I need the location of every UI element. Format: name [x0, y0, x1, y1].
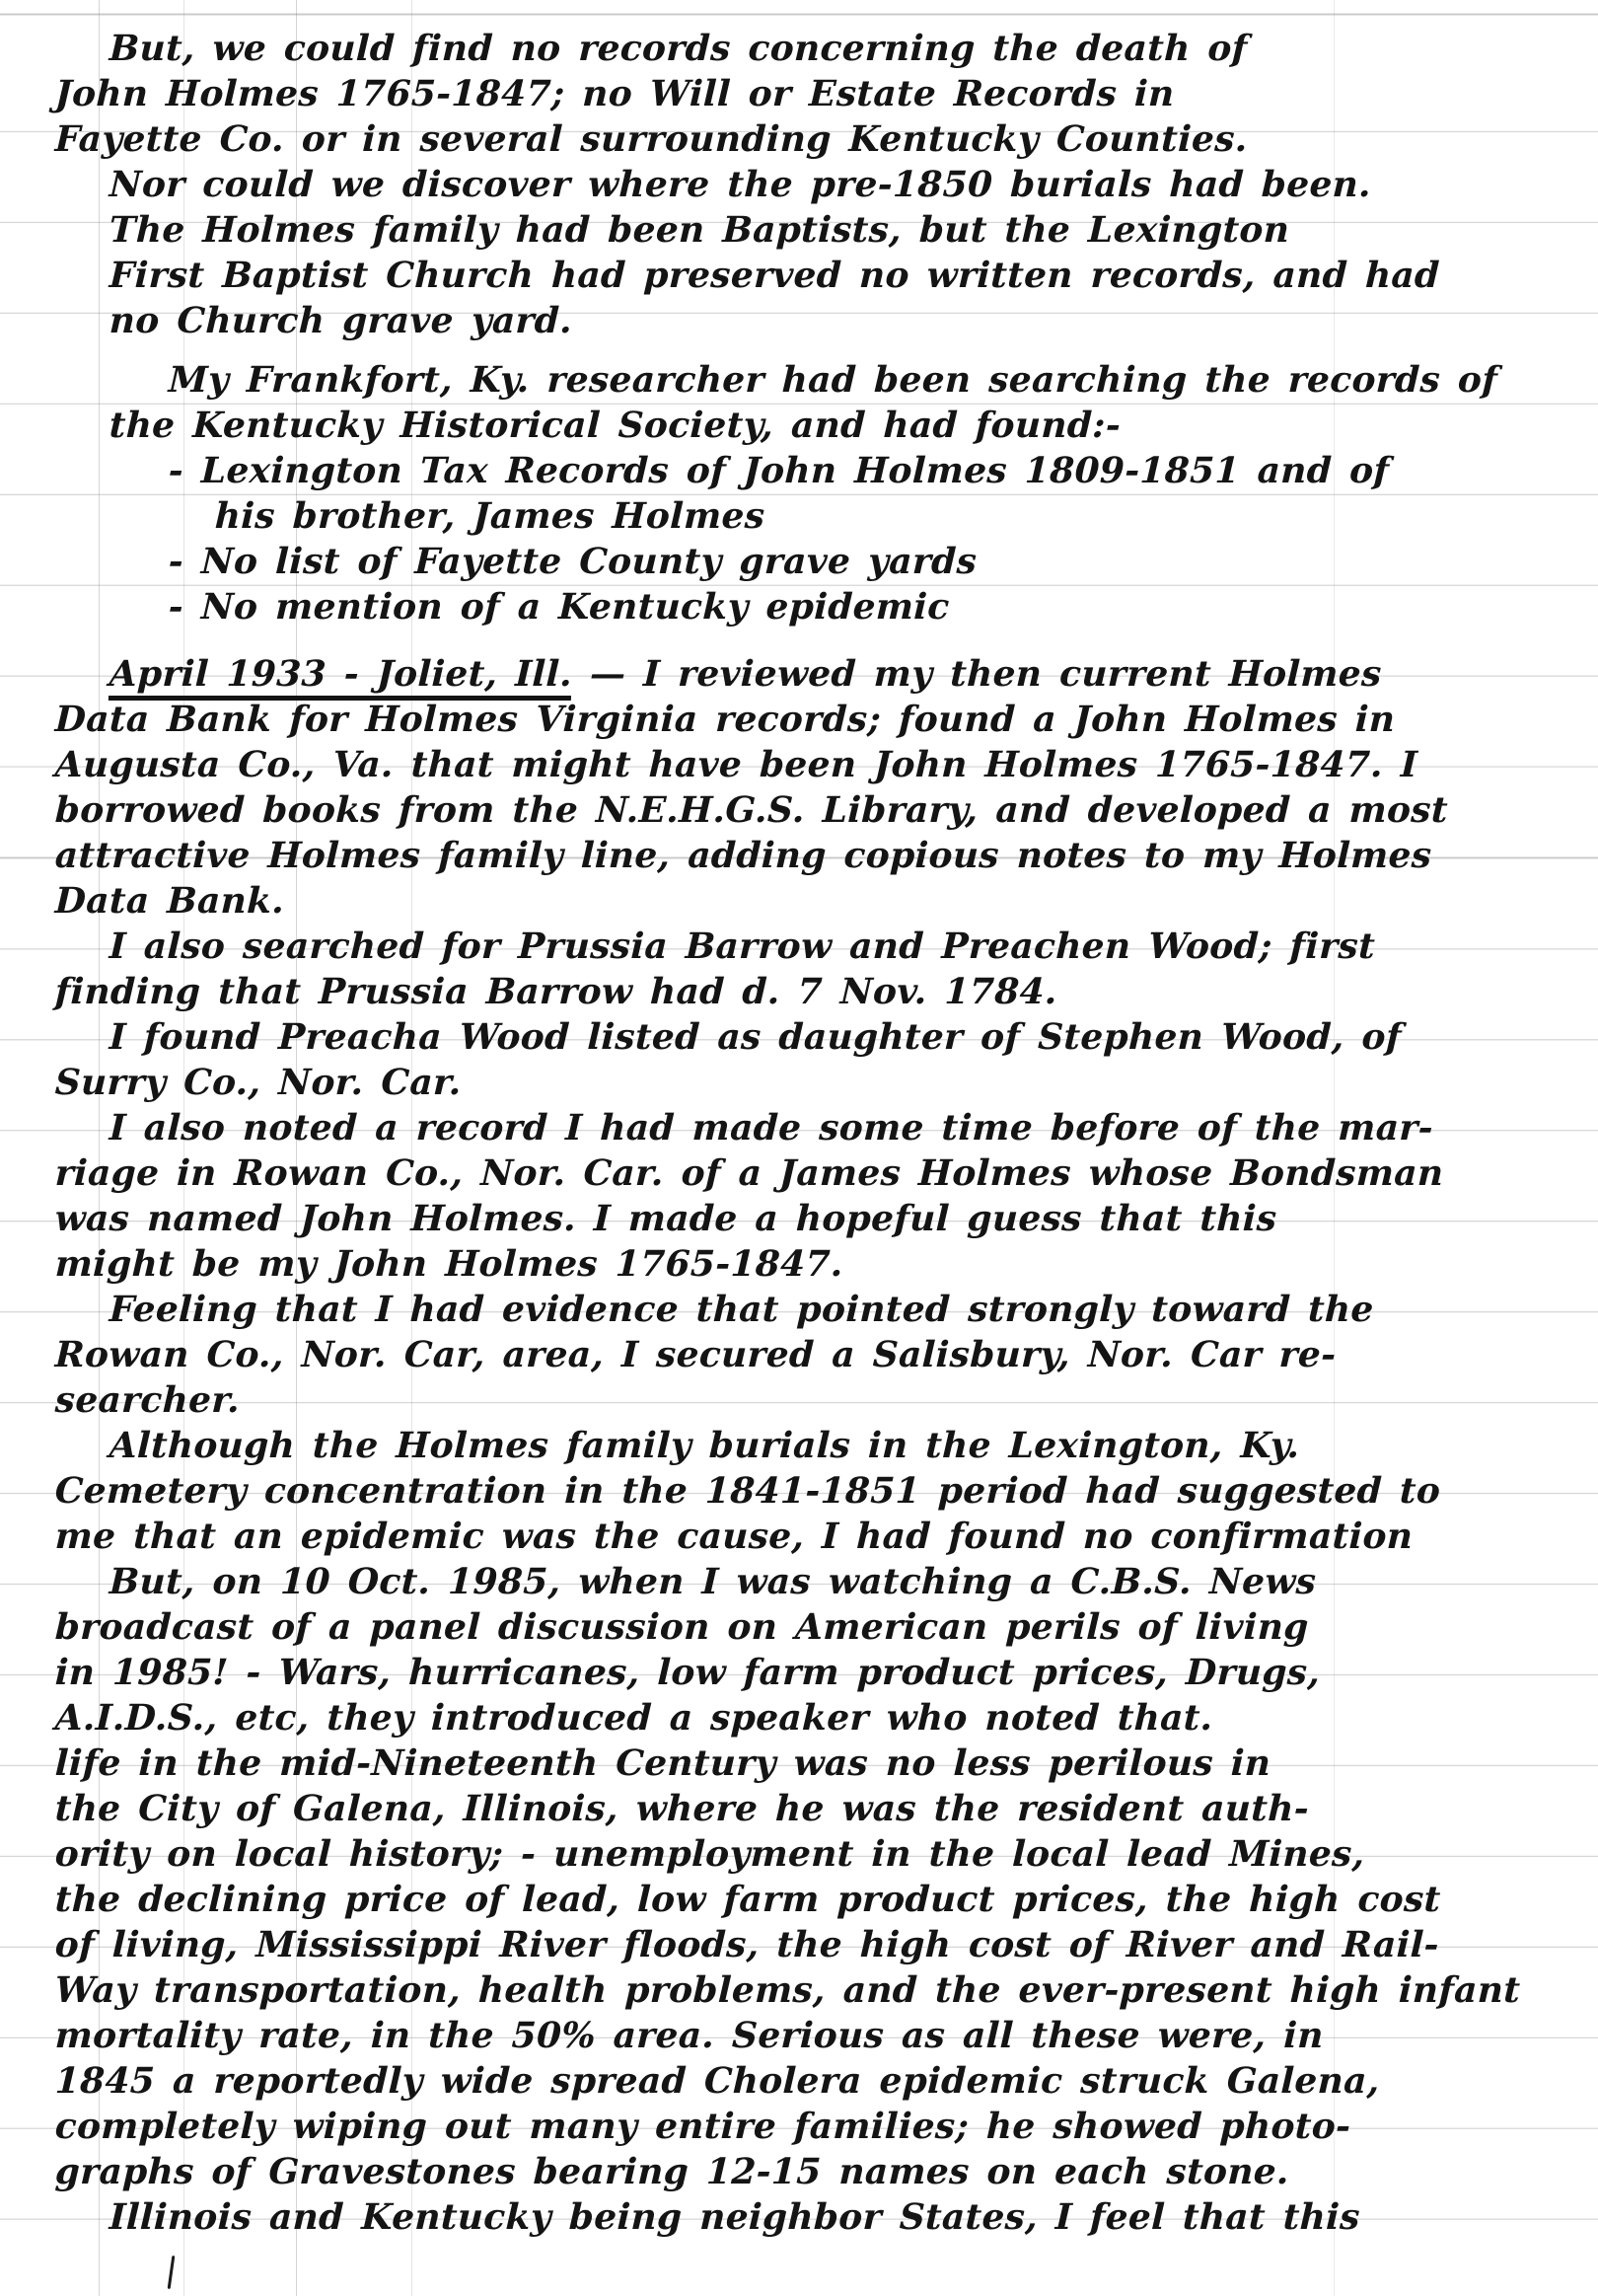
manuscript-line-text: his brother, James Holmes	[214, 495, 766, 537]
manuscript-line-text: the declining price of lead, low farm product prices, the high cost	[54, 1879, 1442, 1920]
manuscript-line-text: me that an epidemic was the cause, I had found no confirmation	[54, 1516, 1415, 1557]
manuscript-line	[54, 1150, 1586, 1196]
manuscript-text	[54, 26, 1584, 2240]
manuscript-line-text: the Kentucky Historical Society, and had found:-	[109, 405, 1122, 446]
manuscript-line	[54, 833, 1586, 878]
manuscript-line	[54, 116, 1586, 162]
manuscript-line	[54, 403, 1586, 448]
stray-ink-mark	[168, 2256, 176, 2289]
manuscript-line	[54, 1287, 1586, 1332]
manuscript-line-text: I also searched for Prussia Barrow and Preachen Wood; first	[109, 926, 1376, 967]
manuscript-line	[54, 207, 1586, 253]
manuscript-line	[54, 1967, 1586, 2013]
manuscript-line	[54, 357, 1586, 403]
manuscript-line-text: graphs of Gravestones bearing 12-15 names on each stone.	[54, 2151, 1290, 2192]
manuscript-line	[54, 1877, 1586, 1922]
manuscript-line-text: ority on local history; - unemployment in the local lead Mines,	[54, 1833, 1366, 1875]
manuscript-line-text: - No list of Fayette County grave yards	[168, 541, 978, 582]
manuscript-line-text: no Church grave yard.	[109, 300, 573, 341]
manuscript-line	[54, 1423, 1586, 1468]
manuscript-line	[54, 1241, 1586, 1287]
manuscript-line	[54, 1604, 1586, 1650]
manuscript-line-text: Fayette Co. or in several surrounding Kentucky Counties.	[54, 118, 1249, 160]
manuscript-line-text: Illinois and Kentucky being neighbor States, I feel that this	[109, 2196, 1361, 2238]
manuscript-line	[54, 298, 1586, 343]
manuscript-line	[54, 2013, 1586, 2058]
manuscript-line-text: Way transportation, health problems, and the ever-present high infant	[54, 1969, 1521, 2011]
manuscript-line	[54, 742, 1586, 787]
underlined-date-heading: April 1933 - Joliet, Ill.	[109, 653, 573, 701]
manuscript-line	[54, 697, 1586, 742]
manuscript-line	[54, 1196, 1586, 1241]
manuscript-line-text: — I reviewed my then current Holmes	[571, 653, 1383, 695]
manuscript-line	[54, 2194, 1586, 2240]
manuscript-line	[54, 539, 1586, 584]
manuscript-line-text: Data Bank.	[54, 880, 285, 922]
manuscript-line-text: attractive Holmes family line, adding copious notes to my Holmes	[54, 835, 1433, 876]
manuscript-line-text: A.I.D.S., etc, they introduced a speaker who noted that.	[54, 1697, 1214, 1739]
manuscript-line-text: was named John Holmes. I made a hopeful guess that this	[54, 1198, 1278, 1239]
manuscript-line	[54, 2104, 1586, 2149]
manuscript-line	[54, 584, 1586, 630]
manuscript-line	[54, 448, 1586, 493]
manuscript-line	[54, 1060, 1586, 1105]
manuscript-line-text: Cemetery concentration in the 1841-1851 period had suggested to	[54, 1470, 1441, 1512]
manuscript-line-text: searcher.	[54, 1379, 241, 1421]
manuscript-line	[54, 2058, 1586, 2104]
manuscript-line-text: Nor could we discover where the pre-1850 burials had been.	[109, 164, 1372, 205]
manuscript-line-text: - Lexington Tax Records of John Holmes 1809-1851 and of	[168, 450, 1390, 491]
manuscript-line	[54, 1695, 1586, 1741]
manuscript-line	[54, 493, 1586, 539]
manuscript-line	[54, 787, 1586, 833]
manuscript-line	[54, 1922, 1586, 1967]
manuscript-line-text: First Baptist Church had preserved no written records, and had	[109, 255, 1441, 296]
manuscript-line	[54, 1014, 1586, 1060]
manuscript-line-text: might be my John Holmes 1765-1847.	[54, 1243, 844, 1285]
manuscript-line	[54, 71, 1586, 116]
manuscript-line	[54, 1514, 1586, 1559]
manuscript-line	[54, 1650, 1586, 1695]
manuscript-line-text: in 1985! - Wars, hurricanes, low farm product prices, Drugs,	[54, 1652, 1321, 1693]
manuscript-line-text: completely wiping out many entire families; he showed photo-	[54, 2106, 1352, 2147]
manuscript-line-text: mortality rate, in the 50% area. Serious as all these were, in	[54, 2015, 1325, 2056]
manuscript-line-text: of living, Mississippi River floods, the high cost of River and Rail-	[54, 1924, 1440, 1965]
manuscript-line-text: But, on 10 Oct. 1985, when I was watching a C.B.S. News	[109, 1561, 1318, 1602]
manuscript-line-text: Feeling that I had evidence that pointed strongly toward the	[109, 1289, 1375, 1330]
manuscript-line-text: Although the Holmes family burials in the Lexington, Ky.	[109, 1425, 1301, 1466]
manuscript-line-text: I also noted a record I had made some time before of the mar-	[109, 1107, 1434, 1148]
manuscript-line-text: Augusta Co., Va. that might have been John Holmes 1765-1847. I	[54, 744, 1418, 785]
manuscript-line	[54, 1468, 1586, 1514]
manuscript-line	[54, 1332, 1586, 1377]
manuscript-line-text: John Holmes 1765-1847; no Will or Estate Records in	[54, 73, 1176, 114]
manuscript-line	[54, 1741, 1586, 1786]
manuscript-line	[54, 1559, 1586, 1604]
manuscript-line	[54, 2149, 1586, 2194]
manuscript-line	[54, 162, 1586, 207]
manuscript-line	[54, 924, 1586, 969]
manuscript-line-text: borrowed books from the N.E.H.G.S. Library, and developed a most	[54, 789, 1449, 831]
manuscript-line-text: the City of Galena, Illinois, where he was the resident auth-	[54, 1788, 1310, 1829]
manuscript-line	[54, 651, 1586, 697]
manuscript-line-text: - No mention of a Kentucky epidemic	[168, 586, 951, 628]
manuscript-line	[54, 253, 1586, 298]
manuscript-line-text: Rowan Co., Nor. Car, area, I secured a Salisbury, Nor. Car re-	[54, 1334, 1338, 1375]
manuscript-line-text: life in the mid-Nineteenth Century was no less perilous in	[54, 1742, 1271, 1784]
manuscript-line-text: Surry Co., Nor. Car.	[54, 1062, 463, 1103]
manuscript-line-text: Data Bank for Holmes Virginia records; found a John Holmes in	[54, 699, 1396, 740]
manuscript-line-text: finding that Prussia Barrow had d. 7 Nov. 1784.	[54, 971, 1058, 1012]
manuscript-line	[54, 1831, 1586, 1877]
manuscript-line	[54, 969, 1586, 1014]
manuscript-line	[54, 1786, 1586, 1831]
manuscript-line-text: The Holmes family had been Baptists, but the Lexington	[109, 209, 1290, 251]
manuscript-line	[54, 1105, 1586, 1150]
manuscript-line	[54, 1377, 1586, 1423]
manuscript-line-text: But, we could find no records concerning the death of	[109, 28, 1249, 69]
manuscript-line	[54, 26, 1586, 71]
manuscript-line-text: I found Preacha Wood listed as daughter of Stephen Wood, of	[109, 1016, 1403, 1058]
manuscript-line-text: 1845 a reportedly wide spread Cholera epidemic struck Galena,	[54, 2060, 1381, 2102]
manuscript-line-text: broadcast of a panel discussion on American perils of living	[54, 1606, 1310, 1648]
manuscript-line-text: My Frankfort, Ky. researcher had been searching the records of	[168, 359, 1498, 401]
manuscript-line	[54, 878, 1586, 924]
manuscript-line-text: riage in Rowan Co., Nor. Car. of a James Holmes whose Bondsman	[54, 1152, 1445, 1194]
